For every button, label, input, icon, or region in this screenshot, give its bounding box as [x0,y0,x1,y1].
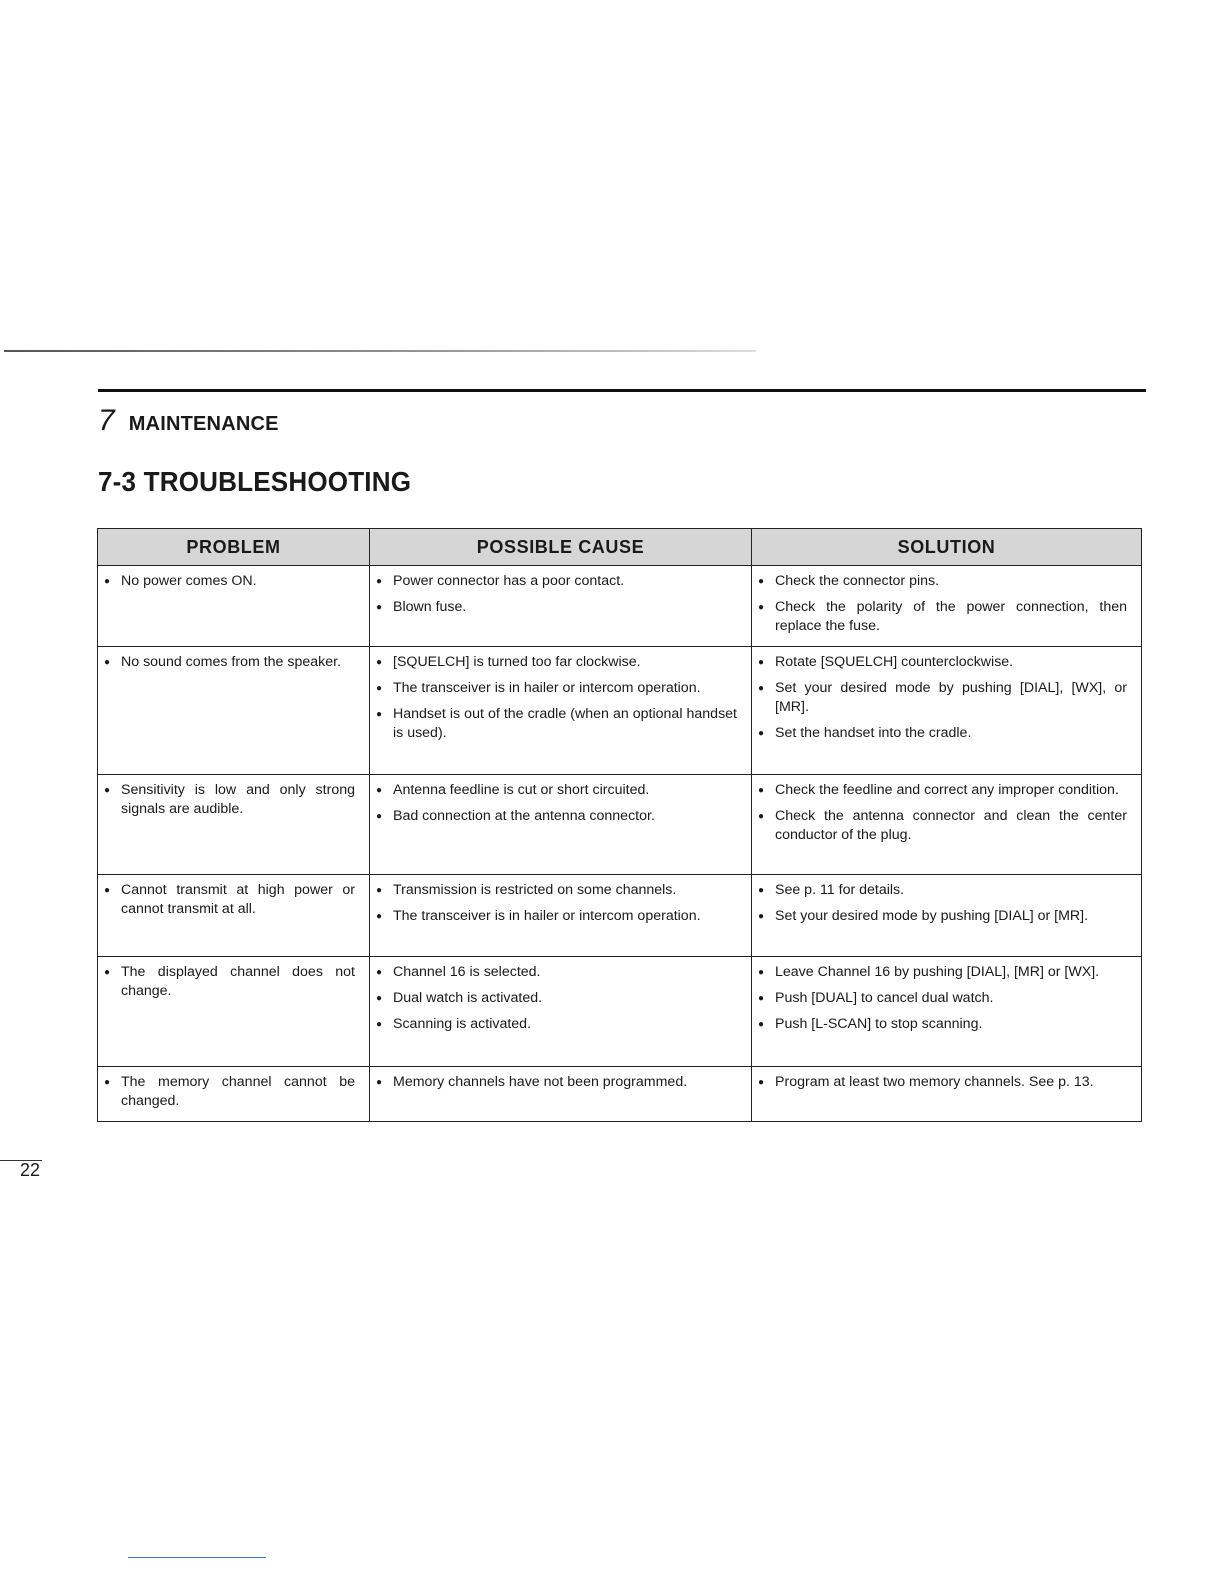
cause-item-text: [SQUELCH] is turned too far clockwise. [393,654,641,670]
solution-item [752,1073,1141,1092]
solution-item [752,598,1141,636]
cause-cell [370,1067,752,1122]
problem-item-text: No power comes ON. [121,573,257,589]
cause-item [370,653,751,672]
bullet-icon: ● [104,657,111,668]
solution-item-text: Set your desired mode by pushing [DIAL] or [MR]. [775,908,1089,924]
problem-item-text: Cannot transmit at high power or cannot transmit at all. [121,882,355,917]
bullet-icon: ● [376,885,383,896]
header-problem: PROBLEM [98,529,370,566]
cause-item-text: Handset is out of the cradle (when an optional handset is used). [393,706,737,741]
problem-cell [98,957,370,1067]
scan-artifact-line [4,350,756,352]
table-row [98,875,1142,957]
problem-item-text: Sensitivity is low and only strong signals are audible. [121,782,355,817]
solution-item-text: Check the feedline and correct any improper condition. [775,782,1119,798]
problem-item [98,781,369,819]
problem-item [98,1073,369,1111]
solution-cell [752,566,1142,647]
cause-item-text: Transmission is restricted on some channels. [393,882,677,898]
bullet-icon: ● [104,576,111,587]
cause-item [370,679,751,698]
page-number: 22 [20,1160,41,1180]
cause-item-text: The transceiver is in hailer or intercom operation. [393,680,701,696]
cause-item [370,781,751,800]
bullet-icon: ● [758,657,765,668]
table-header-row [98,529,1142,566]
bullet-icon: ● [758,885,765,896]
problem-cell [98,775,370,875]
chapter-number: 7 [98,404,115,437]
solution-item-text: Set the handset into the cradle. [775,725,972,741]
solution-item [752,781,1141,800]
cause-item-text: Scanning is activated. [393,1016,532,1032]
problem-cell [98,566,370,647]
cause-item [370,807,751,826]
table-row [98,775,1142,875]
cause-item-text: Channel 16 is selected. [393,964,541,980]
header-cause: POSSIBLE CAUSE [370,529,752,566]
bullet-icon: ● [376,967,383,978]
bullet-icon: ● [376,709,383,720]
solution-item [752,1015,1141,1034]
bullet-icon: ● [758,993,765,1004]
bottom-underline-artifact [128,1557,266,1558]
cause-item-text: Memory channels have not been programmed. [393,1074,688,1090]
bullet-icon: ● [758,683,765,694]
solution-cell [752,875,1142,957]
table-body [98,566,1142,1122]
cause-item [370,705,751,743]
solution-item-text: Push [DUAL] to cancel dual watch. [775,990,994,1006]
solution-item-text: Leave Channel 16 by pushing [DIAL], [MR] or [WX]. [775,964,1100,980]
problem-item [98,881,369,919]
troubleshooting-table [97,528,1142,1122]
solution-cell [752,957,1142,1067]
cause-cell [370,775,752,875]
problem-item-text: The displayed channel does not change. [121,964,355,999]
problem-item [98,572,369,591]
bullet-icon: ● [376,811,383,822]
cause-item-text: Antenna feedline is cut or short circuited. [393,782,650,798]
bullet-icon: ● [758,576,765,587]
problem-item-text: No sound comes from the speaker. [121,654,342,670]
cause-item-text: The transceiver is in hailer or intercom operation. [393,908,701,924]
bullet-icon: ● [376,1019,383,1030]
solution-cell [752,647,1142,775]
bullet-icon: ● [758,785,765,796]
bullet-icon: ● [758,602,765,613]
chapter-heading [98,404,279,438]
problem-cell [98,875,370,957]
table-row [98,566,1142,647]
solution-item-text: Check the connector pins. [775,573,940,589]
cause-item-text: Dual watch is activated. [393,990,543,1006]
header-rule [98,389,1146,392]
section-title: 7-3 TROUBLESHOOTING [98,466,412,497]
bullet-icon: ● [376,683,383,694]
solution-item [752,989,1141,1008]
table-row [98,1067,1142,1122]
bullet-icon: ● [376,785,383,796]
cause-item [370,907,751,926]
solution-item-text: Check the polarity of the power connection, then replace the fuse. [775,599,1127,634]
bullet-icon: ● [104,885,111,896]
bullet-icon: ● [758,1077,765,1088]
solution-item [752,807,1141,845]
cause-item [370,572,751,591]
header-solution: SOLUTION [752,529,1142,566]
solution-cell [752,1067,1142,1122]
cause-item [370,881,751,900]
bullet-icon: ● [758,967,765,978]
bullet-icon: ● [758,811,765,822]
cause-cell [370,875,752,957]
solution-item [752,907,1141,926]
cause-cell [370,566,752,647]
bullet-icon: ● [376,993,383,1004]
solution-item-text: Rotate [SQUELCH] counterclockwise. [775,654,1014,670]
cause-cell [370,647,752,775]
cause-item-text: Blown fuse. [393,599,467,615]
solution-item [752,724,1141,743]
solution-item [752,572,1141,591]
solution-cell [752,775,1142,875]
bullet-icon: ● [376,657,383,668]
cause-item [370,963,751,982]
solution-item-text: Set your desired mode by pushing [DIAL], [WX], or [MR]. [775,680,1127,715]
table-row [98,647,1142,775]
solution-item [752,963,1141,982]
cause-item-text: Bad connection at the antenna connector. [393,808,655,824]
cause-item-text: Power connector has a poor contact. [393,573,625,589]
bullet-icon: ● [376,911,383,922]
solution-item [752,881,1141,900]
problem-item [98,963,369,1001]
problem-item [98,653,369,672]
solution-item-text: See p. 11 for details. [775,882,905,898]
solution-item-text: Push [L-SCAN] to stop scanning. [775,1016,983,1032]
bullet-icon: ● [376,1077,383,1088]
cause-cell [370,957,752,1067]
bullet-icon: ● [104,967,111,978]
bullet-icon: ● [758,1019,765,1030]
bullet-icon: ● [376,576,383,587]
solution-item [752,679,1141,717]
cause-item [370,598,751,617]
cause-item [370,1015,751,1034]
problem-cell [98,647,370,775]
table-row [98,957,1142,1067]
bullet-icon: ● [104,1077,111,1088]
bullet-icon: ● [758,728,765,739]
problem-cell [98,1067,370,1122]
bullet-icon: ● [758,911,765,922]
solution-item-text: Program at least two memory channels. See p. 13. [775,1074,1094,1090]
bullet-icon: ● [104,785,111,796]
solution-item-text: Check the antenna connector and clean the center conductor of the plug. [775,808,1127,843]
chapter-title: MAINTENANCE [128,413,279,435]
solution-item [752,653,1141,672]
cause-item [370,1073,751,1092]
problem-item-text: The memory channel cannot be changed. [121,1074,355,1109]
cause-item [370,989,751,1008]
bullet-icon: ● [376,602,383,613]
